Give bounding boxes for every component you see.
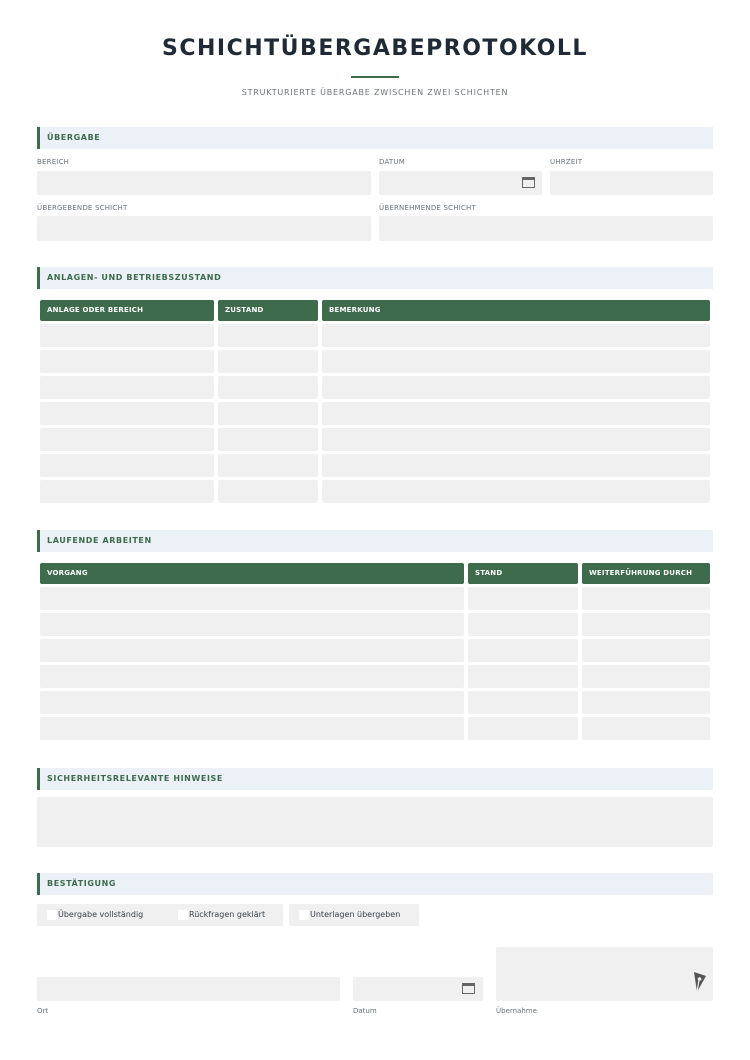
page-title: SCHICHTÜBERGABEPROTOKOLL	[162, 36, 588, 61]
calendar-icon[interactable]	[522, 177, 535, 188]
section-header-sicherheit	[37, 768, 713, 790]
table-cell[interactable]	[218, 480, 318, 503]
checkbox-unterlagen-uebergeben[interactable]	[289, 904, 419, 926]
section-title: SICHERHEITSRELEVANTE HINWEISE	[47, 774, 223, 783]
table-cell[interactable]	[322, 402, 710, 425]
table-cell[interactable]	[40, 587, 464, 610]
table-cell[interactable]	[582, 587, 710, 610]
section-header-arbeiten	[37, 530, 713, 552]
table-cell[interactable]	[40, 324, 214, 347]
signature-field[interactable]	[496, 947, 713, 1001]
table-cell[interactable]	[40, 665, 464, 688]
column-header-anlage: ANLAGE ODER BEREICH	[40, 300, 214, 321]
table-cell[interactable]	[468, 665, 578, 688]
table-cell[interactable]	[218, 324, 318, 347]
column-header-weiterfuehrung: WEITERFÜHRUNG DURCH	[582, 563, 710, 584]
table-cell[interactable]	[218, 376, 318, 399]
calendar-icon[interactable]	[462, 983, 475, 994]
table-cell[interactable]	[40, 480, 214, 503]
uebernahme-label: Übernahme	[496, 1007, 537, 1015]
table-cell[interactable]	[582, 717, 710, 740]
column-header-vorgang: VORGANG	[40, 563, 464, 584]
section-title: BESTÄTIGUNG	[47, 879, 117, 888]
sicherheit-textarea[interactable]	[37, 797, 713, 847]
table-cell[interactable]	[218, 402, 318, 425]
table-cell[interactable]	[468, 717, 578, 740]
table-cell[interactable]	[40, 639, 464, 662]
table-cell[interactable]	[218, 428, 318, 451]
section-title: ÜBERGABE	[47, 133, 101, 142]
datum-label: DATUM	[379, 158, 405, 166]
table-cell[interactable]	[40, 717, 464, 740]
uebernehmende-schicht-label: ÜBERNEHMENDE SCHICHT	[379, 204, 476, 212]
checkbox-label: Übergabe vollständig	[58, 910, 144, 919]
table-cell[interactable]	[322, 376, 710, 399]
pen-nib-icon	[692, 971, 708, 993]
column-header-stand: STAND	[468, 563, 578, 584]
bereich-field[interactable]	[37, 171, 371, 195]
bereich-label: BEREICH	[37, 158, 70, 166]
table-cell[interactable]	[468, 587, 578, 610]
checkbox-rueckfragen-geklaert[interactable]	[168, 904, 283, 926]
table-cell[interactable]	[322, 454, 710, 477]
section-header-uebergabe	[37, 127, 713, 149]
table-cell[interactable]	[40, 613, 464, 636]
uebergebende-schicht-label: ÜBERGEBENDE SCHICHT	[37, 204, 128, 212]
table-cell[interactable]	[40, 402, 214, 425]
table-cell[interactable]	[322, 324, 710, 347]
uebergebende-schicht-field[interactable]	[37, 216, 371, 241]
page-subtitle: STRUKTURIERTE ÜBERGABE ZWISCHEN ZWEI SCHICHTEN	[241, 88, 509, 97]
uhrzeit-field[interactable]	[550, 171, 713, 195]
section-title: LAUFENDE ARBEITEN	[47, 536, 152, 545]
table-cell[interactable]	[468, 613, 578, 636]
table-cell[interactable]	[322, 480, 710, 503]
section-title: ANLAGEN- UND BETRIEBSZUSTAND	[47, 273, 222, 282]
column-header-zustand: ZUSTAND	[218, 300, 318, 321]
table-cell[interactable]	[40, 691, 464, 714]
checkbox-box[interactable]	[178, 910, 188, 920]
column-header-bemerkung: BEMERKUNG	[322, 300, 710, 321]
ort-field[interactable]	[37, 977, 340, 1001]
ort-label: Ort	[37, 1007, 49, 1015]
table-cell[interactable]	[40, 454, 214, 477]
table-cell[interactable]	[468, 639, 578, 662]
section-header-bestaetigung	[37, 873, 713, 895]
title-divider	[351, 76, 399, 78]
bestaetigung-datum-field[interactable]	[353, 977, 483, 1001]
checkbox-uebergabe-vollstaendig[interactable]	[37, 904, 170, 926]
table-cell[interactable]	[322, 428, 710, 451]
table-cell[interactable]	[322, 350, 710, 373]
table-cell[interactable]	[218, 350, 318, 373]
table-cell[interactable]	[582, 613, 710, 636]
table-cell[interactable]	[582, 639, 710, 662]
table-cell[interactable]	[582, 691, 710, 714]
datum-field[interactable]	[379, 171, 542, 195]
checkbox-box[interactable]	[299, 910, 309, 920]
table-cell[interactable]	[40, 428, 214, 451]
table-cell[interactable]	[40, 350, 214, 373]
uebernehmende-schicht-field[interactable]	[379, 216, 713, 241]
checkbox-label: Unterlagen übergeben	[310, 910, 401, 919]
uhrzeit-label: UHRZEIT	[550, 158, 583, 166]
table-cell[interactable]	[218, 454, 318, 477]
table-cell[interactable]	[40, 376, 214, 399]
table-cell[interactable]	[468, 691, 578, 714]
table-cell[interactable]	[582, 665, 710, 688]
bestaetigung-datum-label: Datum	[353, 1007, 377, 1015]
checkbox-box[interactable]	[47, 910, 57, 920]
section-header-anlagen	[37, 267, 713, 289]
checkbox-label: Rückfragen geklärt	[189, 910, 266, 919]
